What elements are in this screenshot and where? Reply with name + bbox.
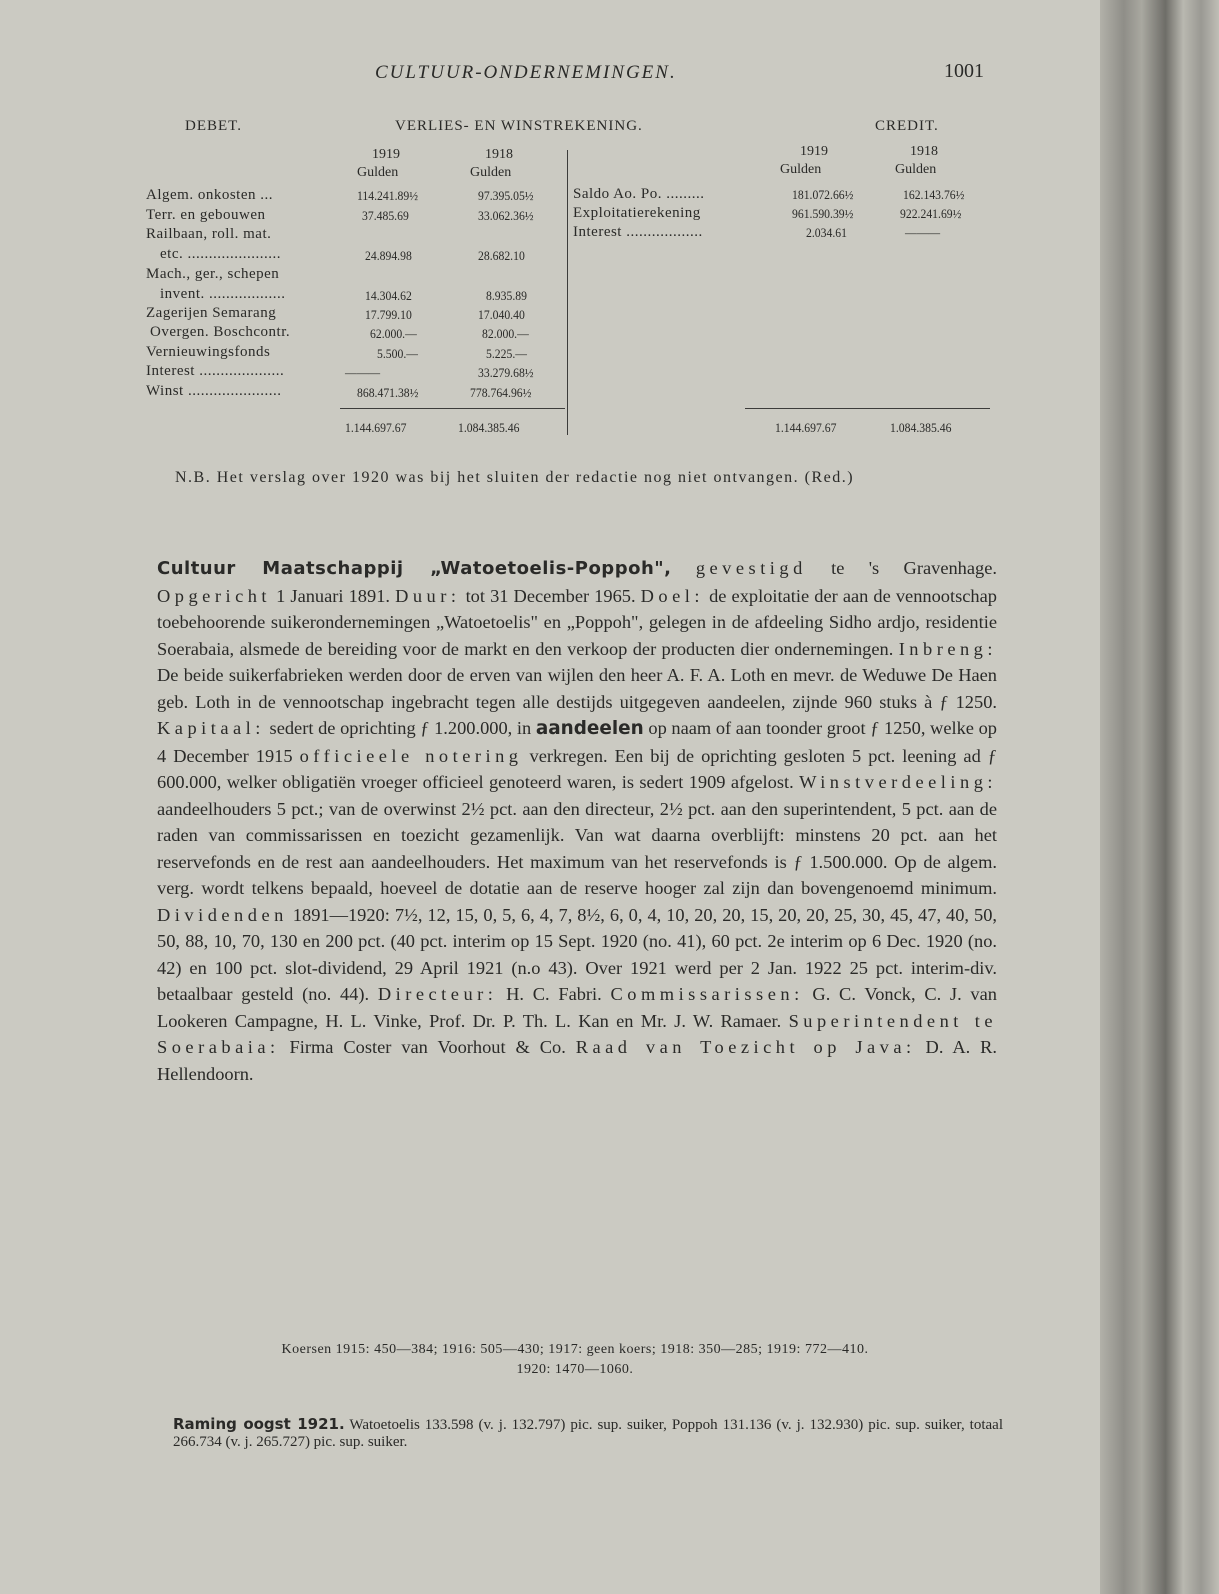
debit-row-value-1918: 778.764.96½	[470, 385, 532, 400]
harvest-estimate-text: Watoetoelis 133.598 (v. j. 132.797) pic. sup. suiker, Poppoh 131.136 (v. j. 132.930) pic. sup. suiker, totaal 266.734 (v. j. 265.727) pic. sup. suiker.	[173, 1417, 1003, 1450]
debit-total-1919: 1.144.697.67	[345, 420, 407, 435]
column-divider	[567, 150, 568, 435]
stock-prices-line: Koersen 1915: 450—384; 1916: 505—430; 1917: geen koers; 1918: 350—285; 1919: 772—410.	[281, 1342, 869, 1357]
debit-row-label: etc. ......................	[160, 246, 281, 262]
debit-row-value-1919: 5.500.—	[377, 346, 418, 361]
debit-row-value-1919: 37.485.69	[362, 208, 409, 223]
editorial-note: N.B. Het verslag over 1920 was bij het sluiten der redactie nog niet ontvangen. (Red.)	[175, 469, 855, 486]
entry-text: G. C. Vonck, C. J. van Lookeren Campagne, H. L. Vinke, Prof. Dr. P. Th. L. Kan en Mr. J. W. Ramaer.	[157, 984, 997, 1031]
debit-row-label: Terr. en gebouwen	[146, 207, 266, 223]
field-label-doel: Doel:	[640, 585, 705, 606]
debit-year-1918: 1918	[485, 147, 513, 162]
credit-unit-1919: Gulden	[780, 162, 822, 177]
account-title: VERLIES- EN WINSTREKENING.	[395, 118, 643, 134]
entry-text: 1 Januari 1891.	[271, 585, 396, 606]
stock-prices	[150, 1340, 1000, 1380]
debit-row-value-1918: 33.279.68½	[478, 365, 534, 380]
debit-total-1918: 1.084.385.46	[458, 420, 520, 435]
credit-row-value-1919: 181.072.66½	[792, 187, 854, 202]
debit-row-label: Overgen. Boschcontr.	[150, 324, 291, 340]
entry-text: op naam of aan toonder groot ƒ 1250, welke op 4 December 1915	[157, 718, 997, 766]
credit-year-1918: 1918	[910, 144, 938, 159]
debit-row-value-1918: 8.935.89	[486, 288, 527, 303]
credit-total-1919: 1.144.697.67	[775, 420, 837, 435]
company-name: Cultuur Maatschappij „Watoetoelis-Poppoh",	[157, 558, 672, 579]
stock-prices-line: 1920: 1470—1060.	[516, 1362, 634, 1377]
field-label-raad-van-toezicht: Raad van Toezicht op Java:	[575, 1037, 916, 1057]
entry-text: de exploitatie der aan de vennootschap toebehoorende suikerondernemingen „Watoetoelis" en „Poppoh", gelegen in de afdeeling Sidho ardjo, residentie Soerabaia, alsmede de bereiding voor de markt en den verkoop der producten dier ondernemingen.	[157, 585, 997, 659]
debit-unit-1919: Gulden	[357, 165, 399, 180]
debit-row-value-1918: 33.062.36½	[478, 208, 534, 223]
field-label-kapitaal: Kapitaal:	[157, 718, 265, 738]
credit-total-1918: 1.084.385.46	[890, 420, 952, 435]
debit-row-value-1919: 14.304.62	[365, 288, 412, 303]
debit-row-label: Vernieuwingsfonds	[146, 344, 271, 360]
field-label-commissarissen: Commissarissen:	[610, 984, 804, 1004]
debit-row-label: Railbaan, roll. mat.	[146, 226, 272, 242]
entry-text: Firma Coster van Voorhout & Co.	[279, 1037, 576, 1057]
credit-row-label: Saldo Ao. Po. .........	[573, 186, 705, 202]
entry-text: H. C. Fabri.	[497, 984, 611, 1004]
harvest-estimate	[173, 1416, 1003, 1451]
field-label-inbreng: Inbreng:	[898, 638, 997, 659]
credit-year-1919: 1919	[800, 144, 828, 159]
harvest-estimate-heading: Raming oogst 1921.	[173, 1415, 345, 1433]
debit-row-value-1919: 24.894.98	[365, 248, 412, 263]
field-label-winstverdeeling: Winstverdeeling:	[799, 772, 997, 792]
credit-label: CREDIT.	[875, 118, 939, 134]
debit-row-value-1918: 28.682.10	[478, 248, 525, 263]
field-label-duur: Duur:	[395, 585, 461, 606]
credit-row-value-1918: 162.143.76½	[903, 187, 965, 202]
debit-row-value-1918: 5.225.—	[486, 346, 527, 361]
entry-text: verkregen. Een bij de oprichting gesloten 5 pct. leening ad ƒ 600.000, welker obligatiën vroeger officieel genoteerd waren, is sedert 1909 afgelost.	[157, 745, 997, 792]
running-head: CULTUUR-ONDERNEMINGEN.	[375, 62, 677, 83]
keyword-aandeelen: aandeelen	[535, 718, 644, 739]
debit-row-value-1919: 114.241.89½	[357, 188, 419, 203]
credit-row-label: Exploitatierekening	[573, 205, 701, 221]
company-entry	[157, 555, 997, 1087]
book-edge	[1100, 0, 1219, 1594]
credit-row-label: Interest ..................	[573, 224, 703, 240]
field-label-directeur: Directeur:	[377, 984, 498, 1004]
debit-row-value-1918: 97.395.05½	[478, 188, 534, 203]
credit-unit-1918: Gulden	[895, 162, 937, 177]
field-label-dividenden: Dividenden	[157, 904, 288, 925]
credit-row-value-1919: 2.034.61	[806, 225, 847, 240]
page-number: 1001	[944, 60, 984, 82]
debit-row-value-1918: 82.000.—	[482, 326, 529, 341]
credit-row-value-1918: 922.241.69½	[900, 206, 962, 221]
entry-text: De beide suikerfabrieken werden door de erven van wijlen den heer A. F. A. Loth en mevr. de Weduwe De Haen geb. Loth in de vennootschap ingebracht tegen alle destijds uitgegeven aandeelen, zijnde 960 stuks à ƒ 1250.	[157, 665, 997, 712]
entry-text: D. A. R. Hellendoorn.	[157, 1037, 998, 1084]
entry-text: 1891—1920: 7½, 12, 15, 0, 5, 6, 4, 7, 8½, 6, 0, 4, 10, 20, 20, 15, 20, 20, 25, 30, 45, 47, 40, 50, 50, 88, 10, 70, 130 en 200 pct. (40 pct. interim op 15 Sept. 1920 (no. 41), 60 pct. 2e interim op 6 Dec. 1920 (no. 42) en 100 pct. slot-dividend, 29 April 1921 (n.o 43). Over 1921 werd per 2 Jan. 1922 25 pct. interim-div. betaalbaar gesteld (no. 44).	[157, 904, 997, 1004]
debit-row-value-1919: ———	[345, 365, 381, 380]
entry-text: te 's Gravenhage.	[806, 558, 997, 578]
debit-row-label: Mach., ger., schepen	[146, 266, 280, 282]
debit-row-label: Algem. onkosten ...	[146, 187, 273, 203]
entry-text: sedert de oprichting ƒ 1.200.000, in	[264, 718, 536, 738]
debit-row-value-1919: 17.799.10	[365, 307, 412, 322]
debit-row-label: invent. ..................	[160, 286, 286, 302]
entry-text: aandeelhouders 5 pct.; van de overwinst 2½ pct. aan den directeur, 2½ pct. aan den superintendent, 5 pct. aan de raden van commissarissen en toezicht gezamenlijk. Van wat daarna overblijft: minstens 20 pct. aan het reservefonds en de rest aan aandeelhouders. Het maximum van het reservefonds is ƒ 1.500.000. Op de algem. verg. wordt telkens bepaald, hoeveel de dotatie aan de reserve hooger zal zijn dan bovengenoemd minimum.	[157, 798, 997, 898]
credit-sum-line	[745, 408, 990, 409]
field-label-officieele-notering: officieele notering	[299, 745, 523, 766]
debit-label: DEBET.	[185, 118, 242, 134]
debit-row-value-1918: 17.040.40	[478, 307, 525, 322]
debit-row-label: Zagerijen Semarang	[146, 305, 277, 321]
debit-year-1919: 1919	[372, 147, 400, 162]
debit-row-label: Winst ......................	[146, 383, 282, 399]
debit-sum-line	[340, 408, 565, 409]
debit-row-label: Interest ....................	[146, 363, 285, 379]
entry-text: tot 31 December 1965.	[460, 585, 641, 606]
field-label-superintendent: Superintendent te Soerabaia:	[157, 1010, 997, 1057]
field-label-gevestigd: gevestigd	[695, 558, 807, 578]
credit-row-value-1919: 961.590.39½	[792, 206, 854, 221]
credit-row-value-1918: ———	[905, 225, 941, 240]
debit-row-value-1919: 62.000.—	[370, 326, 417, 341]
field-label-opgericht: Opgericht	[157, 585, 272, 606]
debit-unit-1918: Gulden	[470, 165, 512, 180]
debit-row-value-1919: 868.471.38½	[357, 385, 419, 400]
